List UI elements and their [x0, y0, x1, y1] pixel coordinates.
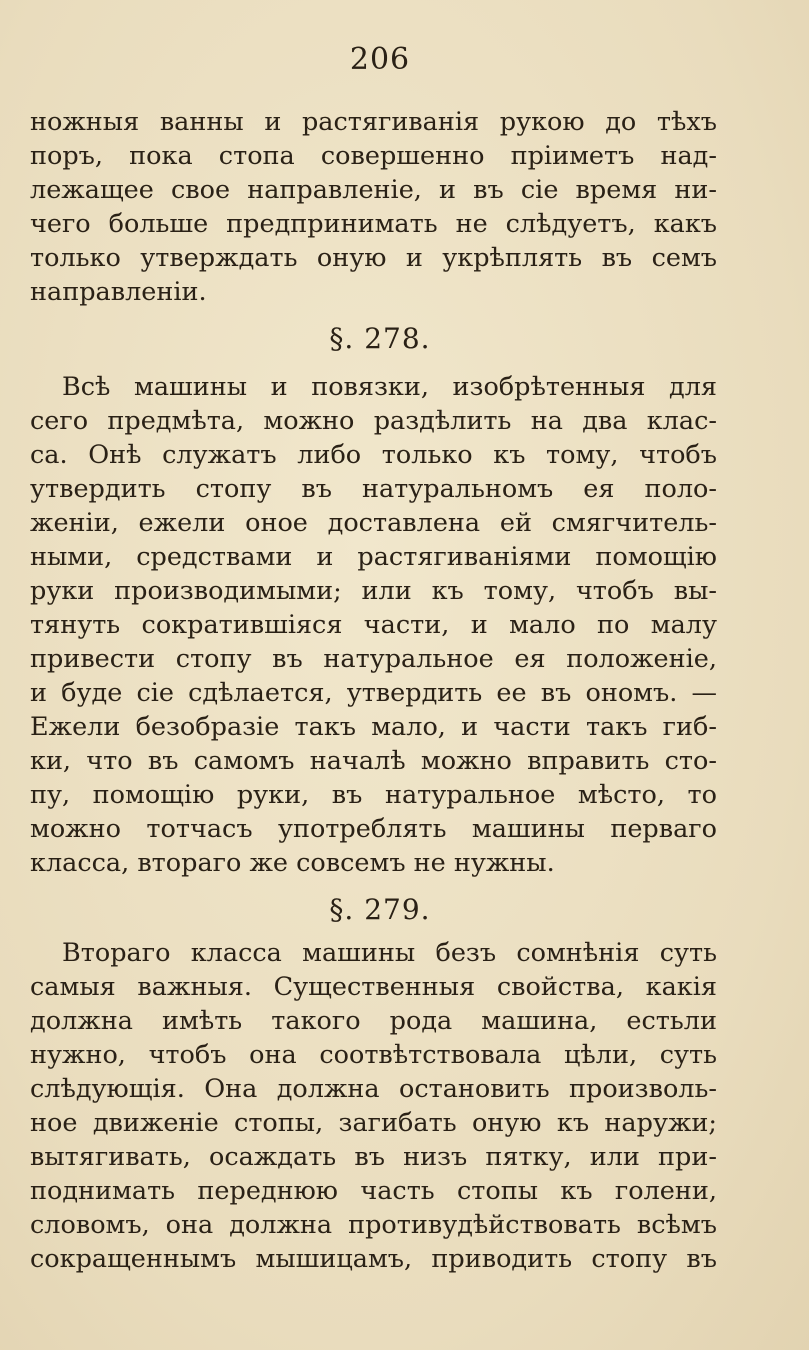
- section-heading-278: §. 278.: [329, 322, 431, 355]
- section-heading-279: §. 279.: [329, 893, 431, 926]
- text-line: словомъ, она должна противудѣйствовать всѣмъ: [30, 1210, 717, 1240]
- text-line: нужно, чтобъ она соотвѣтствовала цѣли, суть: [30, 1040, 717, 1070]
- text-line: класса, втораго же совсемъ не нужны.: [30, 848, 555, 878]
- text-line: утвердить стопу въ натуральномъ ея поло-: [30, 474, 717, 504]
- text-line: лежащее свое направленіе, и въ сіе время ни-: [30, 175, 717, 205]
- text-line: должна имѣть такого рода машина, естьли: [30, 1006, 717, 1036]
- text-line: можно тотчасъ употреблять машины перваго: [30, 814, 717, 844]
- text-line: женіи, ежели оное доставлена ей смягчитель-: [30, 508, 717, 538]
- page-number: 206: [349, 42, 411, 77]
- text-line: са. Онѣ служатъ либо только къ тому, чтобъ: [30, 440, 717, 470]
- text-line: чего больше предпринимать не слѣдуетъ, какъ: [30, 209, 717, 239]
- text-line: Ежели безобразіе такъ мало, и части такъ гиб-: [30, 712, 717, 742]
- text-line: ными, средствами и растягиваніями помощію: [30, 542, 717, 572]
- text-line: самыя важныя. Существенныя свойства, какія: [30, 972, 717, 1002]
- text-line: привести стопу въ натуральное ея положеніе,: [30, 644, 717, 674]
- text-line: вытягивать, осаждать въ низъ пятку, или при-: [30, 1142, 717, 1172]
- text-line: ки, что въ самомъ началѣ можно вправить сто-: [30, 746, 717, 776]
- text-line: поръ, пока стопа совершенно пріиметъ над-: [30, 141, 717, 171]
- text-line: слѣдующія. Она должна остановить произволь-: [30, 1074, 717, 1104]
- text-line: ножныя ванны и растягиванія рукою до тѣхъ: [30, 107, 717, 137]
- text-line: и буде сіе сдѣлается, утвердить ее въ ономъ. —: [30, 678, 717, 708]
- text-line: только утверждать оную и укрѣплять въ семъ: [30, 243, 717, 273]
- text-line: пу, помощію руки, въ натуральное мѣсто, то: [30, 780, 717, 810]
- text-line: руки производимыми; или къ тому, чтобъ вы-: [30, 576, 717, 606]
- text-line: сокращеннымъ мышицамъ, приводить стопу въ: [30, 1244, 717, 1274]
- text-line: тянуть сократившіяся части, и мало по малу: [30, 610, 717, 640]
- text-line: Втораго класса машины безъ сомнѣнія суть: [62, 938, 717, 968]
- text-line: Всѣ машины и повязки, изобрѣтенныя для: [62, 372, 717, 402]
- text-line: ное движеніе стопы, загибать оную къ наружи;: [30, 1108, 717, 1138]
- text-line: поднимать переднюю часть стопы къ голени,: [30, 1176, 717, 1206]
- text-line: направленіи.: [30, 277, 207, 307]
- text-line: сего предмѣта, можно раздѣлить на два клас-: [30, 406, 717, 436]
